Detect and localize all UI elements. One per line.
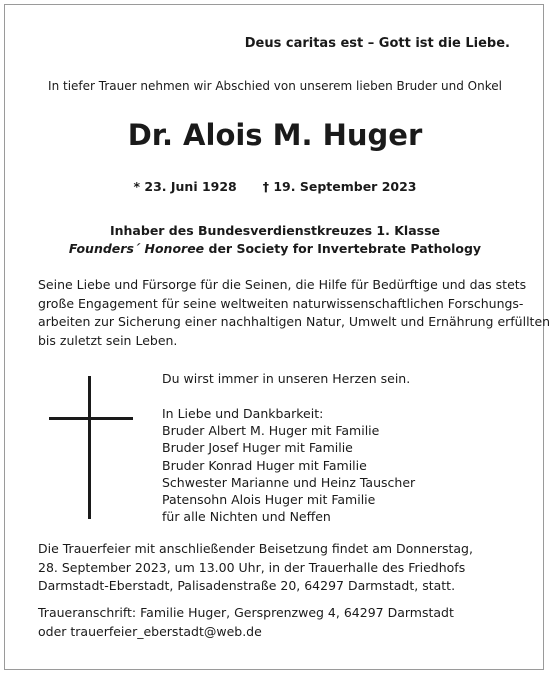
deceased-name: Dr. Alois M. Huger — [127, 118, 423, 152]
mourner-item: Bruder Albert M. Huger mit Familie — [162, 423, 380, 439]
mourner-item: Patensohn Alois Huger mit Familie — [162, 492, 376, 508]
intro-line: In tiefer Trauer nehmen wir Abschied von unserem lieben Bruder und Onkel — [48, 79, 502, 93]
tribute-line: bis zuletzt sein Leben. — [38, 332, 178, 348]
mourners-heading: In Liebe und Dankbarkeit: — [162, 406, 324, 421]
motto: Deus caritas est – Gott ist die Liebe. — [244, 36, 510, 51]
farewell-line: Du wirst immer in unseren Herzen sein. — [162, 371, 411, 386]
tribute-line: große Engagement für seine weltweiten naturwissenschaftlichen Forschungs- — [38, 295, 524, 311]
service-line: Die Trauerfeier mit anschließender Beisetzung findet am Donnerstag, — [38, 541, 473, 556]
address-line: Traueranschrift: Familie Huger, Gersprenzweg 4, 64297 Darmstadt — [38, 605, 454, 620]
tribute-line: arbeiten zur Sicherung einer nachhaltigen Natur, Umwelt und Ernährung erfüllten — [38, 314, 550, 329]
life-dates — [0, 179, 550, 194]
honor-title: Founders´ Honoree — [68, 241, 205, 256]
mourner-item: Schwester Marianne und Heinz Tauscher — [162, 474, 416, 490]
service-line: Darmstadt-Eberstadt, Palisadenstraße 20, 64297 Darmstadt, statt. — [38, 578, 456, 593]
cross-vertical-bar — [88, 376, 91, 519]
address-email: oder trauerfeier_eberstadt@web.de — [38, 623, 262, 639]
tribute-line: Seine Liebe und Fürsorge für die Seinen, die Hilfe für Bedürftige und das stets — [38, 277, 527, 292]
death-date: † 19. September 2023 — [262, 179, 417, 194]
tribute-paragraph — [38, 276, 550, 350]
honor-line-1: Inhaber des Bundesverdienstkreuzes 1. Klasse — [109, 223, 440, 238]
mourner-item: Bruder Josef Huger mit Familie — [162, 440, 353, 456]
service-line: 28. September 2023, um 13.00 Uhr, in der Trauerhalle des Friedhofs — [38, 559, 466, 575]
funeral-service-info — [38, 540, 473, 596]
honors — [0, 222, 550, 258]
birth-date: * 23. Juni 1928 — [133, 179, 237, 194]
mourners-list — [162, 405, 415, 525]
mourner-item: Bruder Konrad Huger mit Familie — [162, 457, 367, 473]
cross-horizontal-bar — [49, 417, 133, 420]
mourner-item: für alle Nichten und Neffen — [162, 509, 331, 525]
mourning-address — [38, 604, 454, 641]
honor-line-2 — [0, 240, 550, 258]
honor-society: der Society for Invertebrate Pathology — [204, 241, 482, 256]
